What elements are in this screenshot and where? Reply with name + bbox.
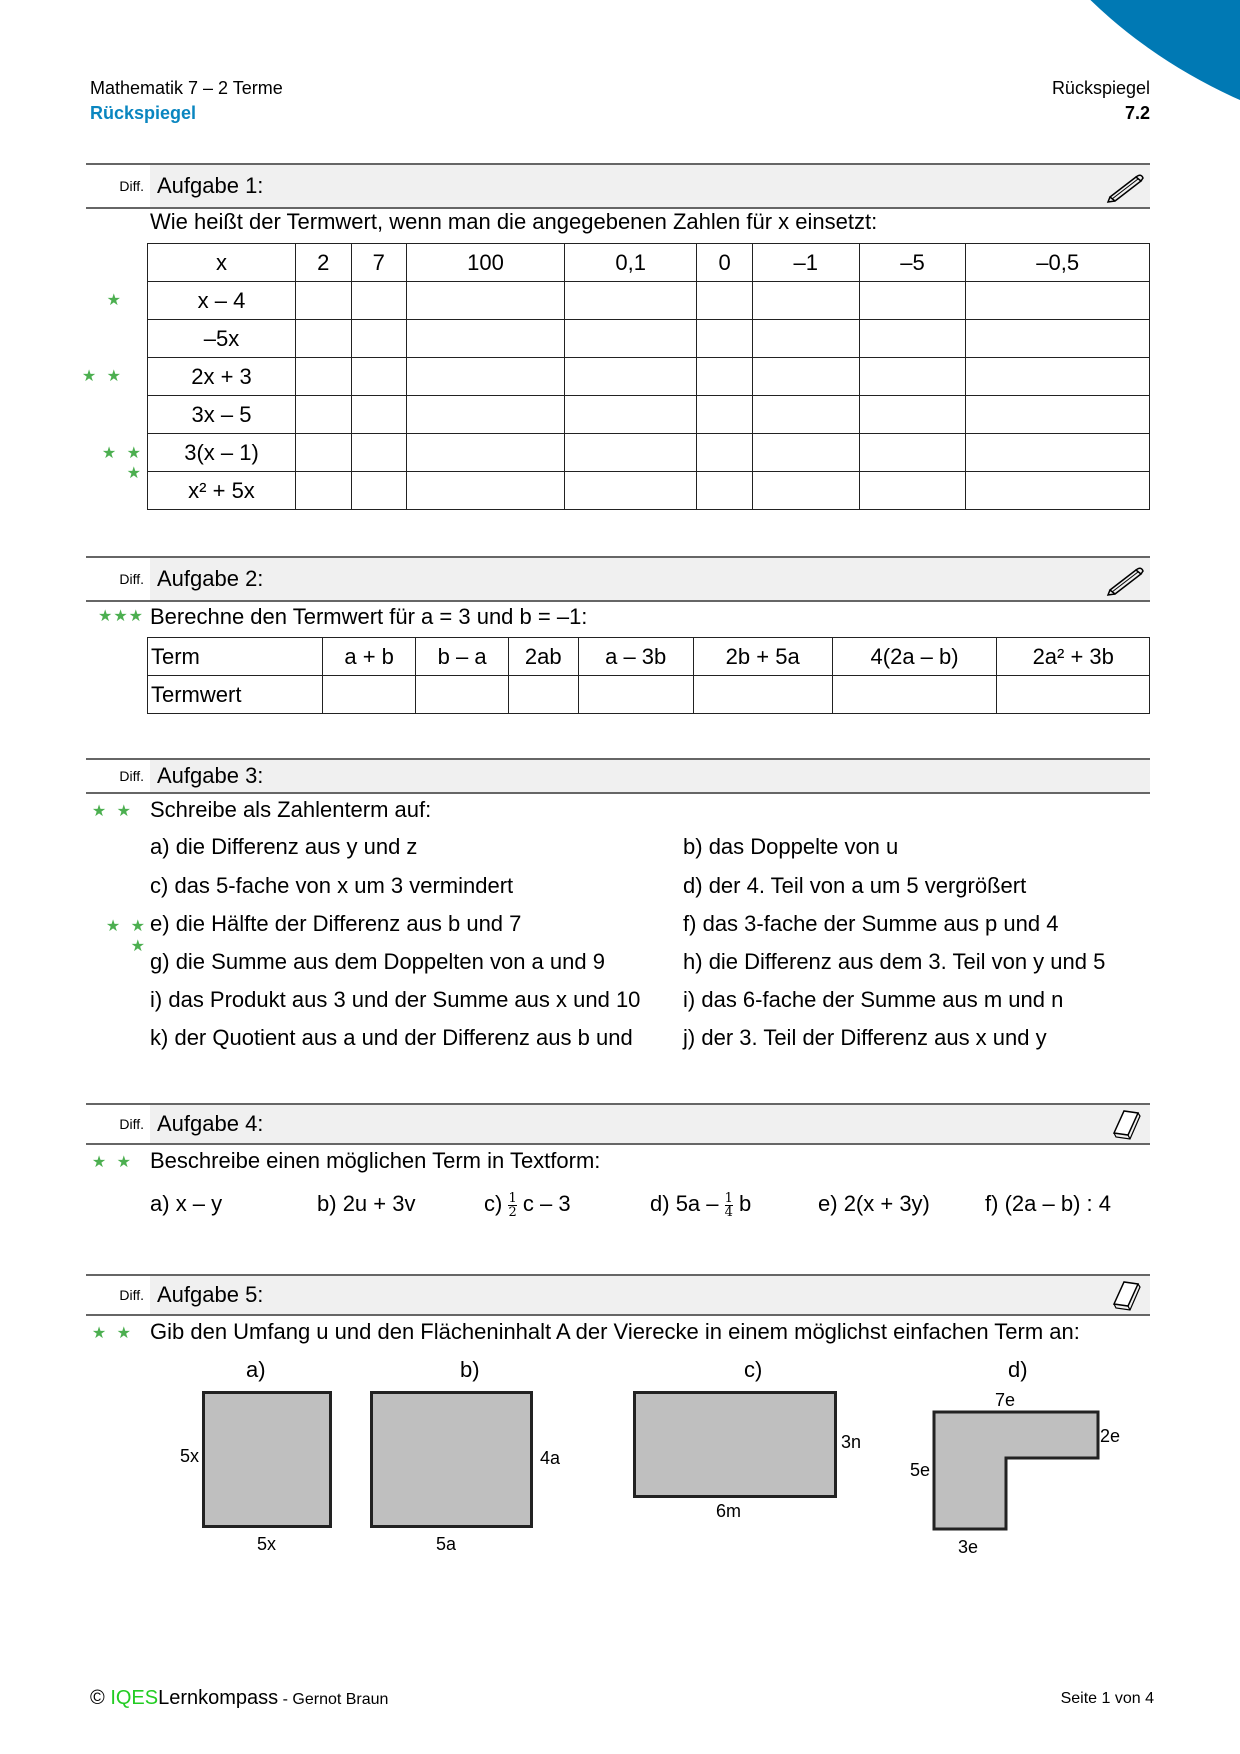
answer-cell[interactable]: [351, 396, 407, 434]
item-text: die Differenz aus dem 3. Teil von y und 5: [708, 949, 1106, 974]
list-item: [683, 1024, 1047, 1052]
answer-cell[interactable]: [407, 282, 565, 320]
header-cell: 2ab: [508, 638, 578, 676]
item-label: c): [484, 1191, 503, 1216]
diff-label: Diff.: [86, 760, 150, 792]
right-title: Rückspiegel: [1051, 78, 1150, 98]
item-label: e): [818, 1191, 838, 1216]
item-text: die Summe aus dem Doppelten von a und 9: [175, 949, 605, 974]
answer-cell[interactable]: [752, 434, 859, 472]
table-header-row: [148, 638, 1150, 676]
table-row: [148, 434, 1150, 472]
answer-cell[interactable]: [296, 472, 352, 510]
answer-cell[interactable]: [966, 358, 1150, 396]
table-row: [148, 676, 1150, 714]
figure-b-label: b): [460, 1357, 480, 1382]
item-label: a): [150, 1191, 170, 1216]
task5-title: Aufgabe 5:: [150, 1276, 1150, 1314]
answer-cell[interactable]: [565, 396, 697, 434]
pencil-icon: [1106, 562, 1146, 596]
answer-cell[interactable]: [966, 472, 1150, 510]
answer-cell[interactable]: [859, 434, 966, 472]
figure-d-label: d): [1008, 1357, 1028, 1382]
figure-c-rectangle: [633, 1391, 837, 1498]
list-item: [683, 948, 1105, 976]
brand-lernkompass: Lernkompass: [158, 1687, 279, 1709]
item-label: e): [150, 911, 170, 936]
term-cell: –5x: [148, 320, 296, 358]
task1-header: [86, 163, 1150, 209]
task4-item-b: [317, 1190, 415, 1218]
answer-cell[interactable]: [752, 358, 859, 396]
task4-title: Aufgabe 4:: [150, 1105, 1150, 1143]
list-item: [683, 872, 1026, 900]
item-label: k): [150, 1025, 169, 1050]
table-header-row: [148, 244, 1150, 282]
task3-header: [86, 758, 1150, 794]
header-decoration: [958, 0, 1240, 150]
list-item: [150, 1024, 633, 1052]
answer-cell[interactable]: [351, 282, 407, 320]
figure-d-top: 7e: [995, 1390, 1016, 1410]
item-text: das 5-fache von x um 3 vermindert: [174, 873, 514, 898]
item-text: c – 3: [522, 1191, 571, 1216]
header-cell: 2: [296, 244, 352, 282]
diff-label: Diff.: [86, 165, 150, 207]
header-cell: Term: [148, 638, 323, 676]
header-cell: x: [148, 244, 296, 282]
header-cell: a + b: [322, 638, 416, 676]
figure-d-lshape: [930, 1408, 1100, 1533]
answer-cell[interactable]: [966, 396, 1150, 434]
item-text: das Doppelte von u: [708, 834, 899, 859]
term-cell: x² + 5x: [148, 472, 296, 510]
book-icon: [1106, 1278, 1146, 1312]
item-label: g): [150, 949, 170, 974]
item-text: das Produkt aus 3 und der Summe aus x und 10: [168, 987, 641, 1012]
table-row: [148, 396, 1150, 434]
task4-item-a: [150, 1190, 222, 1218]
figure-a-square: [202, 1391, 332, 1528]
answer-cell[interactable]: [966, 434, 1150, 472]
book-icon: [1106, 1107, 1146, 1141]
header-cell: b – a: [416, 638, 508, 676]
answer-cell[interactable]: [752, 282, 859, 320]
numerator: 1: [724, 1190, 733, 1206]
task5-stars: ★ ★: [91, 1325, 134, 1342]
item-text: 2(x + 3y): [843, 1191, 930, 1216]
item-prefix: 5a –: [675, 1191, 719, 1216]
answer-cell[interactable]: [407, 320, 565, 358]
table-row: [148, 320, 1150, 358]
item-label: j): [683, 1025, 696, 1050]
header-cell: 2b + 5a: [693, 638, 832, 676]
answer-cell[interactable]: [351, 358, 407, 396]
diff-label: Diff.: [86, 1105, 150, 1143]
page-number: Seite 1 von 4: [1060, 1690, 1154, 1707]
answer-cell[interactable]: [859, 320, 966, 358]
fraction: [508, 1192, 516, 1219]
answer-cell[interactable]: [966, 320, 1150, 358]
item-text: (2a – b) : 4: [1004, 1191, 1111, 1216]
task4-header: [86, 1103, 1150, 1145]
answer-cell[interactable]: [296, 434, 352, 472]
header-cell: –1: [752, 244, 859, 282]
stars-row3: ★ ★: [81, 368, 124, 385]
item-label: d): [650, 1191, 670, 1216]
task3-instruction: Schreibe als Zahlenterm auf:: [150, 797, 432, 822]
item-text: die Hälfte der Differenz aus b und 7: [175, 911, 522, 936]
answer-cell[interactable]: [697, 472, 753, 510]
item-text: die Differenz aus y und z: [175, 834, 418, 859]
answer-cell[interactable]: [296, 282, 352, 320]
table-row: [148, 282, 1150, 320]
task4-instruction: Beschreibe einen möglichen Term in Textform:: [150, 1148, 601, 1173]
author: - Gernot Braun: [278, 1691, 389, 1708]
answer-cell[interactable]: [407, 434, 565, 472]
item-label: f): [985, 1191, 999, 1216]
item-label: i): [150, 987, 163, 1012]
answer-cell[interactable]: [966, 282, 1150, 320]
header-left: [90, 76, 283, 126]
item-label: b): [683, 834, 703, 859]
list-item: [150, 986, 640, 1014]
task4-item-f: [985, 1190, 1111, 1218]
header-cell: 100: [407, 244, 565, 282]
stars-row1: ★: [106, 292, 124, 309]
item-label: h): [683, 949, 703, 974]
answer-cell[interactable]: [407, 472, 565, 510]
answer-cell[interactable]: [832, 676, 997, 714]
header-cell: 4(2a – b): [832, 638, 997, 676]
task2-stars: ★★★: [97, 608, 144, 625]
task1-table: [147, 243, 1150, 510]
answer-cell[interactable]: [565, 472, 697, 510]
figure-c-bottom: 6m: [716, 1501, 742, 1521]
list-item: [683, 986, 1063, 1014]
answer-cell[interactable]: [578, 676, 693, 714]
figure-d-bottom: 3e: [958, 1537, 979, 1557]
list-item: [683, 910, 1058, 938]
task3-stars: ★ ★: [91, 803, 134, 820]
copyright-icon: ©: [90, 1687, 105, 1709]
term-cell: 3x – 5: [148, 396, 296, 434]
header-right: [1052, 76, 1150, 126]
task2-header: [86, 556, 1150, 602]
answer-cell[interactable]: [693, 676, 832, 714]
stars-row5: ★ ★ ★: [101, 445, 144, 482]
item-label: b): [317, 1191, 337, 1216]
answer-cell[interactable]: [859, 396, 966, 434]
fraction: [725, 1192, 733, 1219]
figure-c-label: c): [744, 1357, 763, 1382]
item-label: f): [683, 911, 697, 936]
task1-instruction: Wie heißt der Termwert, wenn man die angegebenen Zahlen für x einsetzt:: [150, 209, 878, 234]
task3-stars-e: ★ ★ ★: [105, 918, 148, 955]
term-cell: 3(x – 1): [148, 434, 296, 472]
task3-title: Aufgabe 3:: [150, 760, 1150, 792]
pencil-icon: [1106, 169, 1146, 203]
answer-cell[interactable]: [407, 358, 565, 396]
subject-title: Mathematik 7 – 2 Terme: [90, 78, 283, 98]
answer-cell[interactable]: [296, 358, 352, 396]
answer-cell[interactable]: [752, 396, 859, 434]
chapter-number: 7.2: [1124, 103, 1150, 123]
item-label: c): [150, 873, 169, 898]
row-label: Termwert: [148, 676, 323, 714]
answer-cell[interactable]: [322, 676, 416, 714]
task2-instruction: Berechne den Termwert für a = 3 und b = –1:: [150, 604, 588, 629]
task2-table: [147, 637, 1150, 714]
item-text: x – y: [175, 1191, 223, 1216]
header-cell: 0,1: [565, 244, 697, 282]
figure-b-rectangle: [370, 1391, 533, 1528]
numerator: 1: [508, 1190, 517, 1206]
term-cell: x – 4: [148, 282, 296, 320]
answer-cell[interactable]: [565, 320, 697, 358]
denominator: 4: [724, 1204, 733, 1220]
figure-b-bottom: 5a: [436, 1534, 457, 1554]
figure-a-bottom: 5x: [257, 1534, 277, 1554]
item-text: der 4. Teil von a um 5 vergrößert: [708, 873, 1027, 898]
answer-cell[interactable]: [565, 434, 697, 472]
answer-cell[interactable]: [697, 434, 753, 472]
header-cell: 7: [351, 244, 407, 282]
answer-cell[interactable]: [407, 396, 565, 434]
footer-copyright: [90, 1687, 388, 1710]
answer-cell[interactable]: [565, 282, 697, 320]
figure-b-side: 4a: [540, 1448, 561, 1468]
answer-cell[interactable]: [508, 676, 578, 714]
item-text: 2u + 3v: [342, 1191, 416, 1216]
diff-label: Diff.: [86, 1276, 150, 1314]
header-cell: –0,5: [966, 244, 1150, 282]
task2-title: Aufgabe 2:: [150, 558, 1150, 600]
figure-a-label: a): [246, 1357, 266, 1382]
figure-c-side: 3n: [841, 1432, 862, 1452]
denominator: 2: [508, 1204, 517, 1220]
answer-cell[interactable]: [565, 358, 697, 396]
answer-cell[interactable]: [351, 320, 407, 358]
task4-item-d: [650, 1190, 751, 1219]
item-text: das 6-fache der Summe aus m und n: [701, 987, 1064, 1012]
answer-cell[interactable]: [859, 472, 966, 510]
list-item: [683, 833, 898, 861]
figure-a-side: 5x: [180, 1446, 200, 1466]
task1-title: Aufgabe 1:: [150, 165, 1150, 207]
section-title: Rückspiegel: [90, 103, 197, 123]
diff-label: Diff.: [86, 558, 150, 600]
answer-cell[interactable]: [697, 396, 753, 434]
answer-cell[interactable]: [697, 282, 753, 320]
item-label: d): [683, 873, 703, 898]
answer-cell[interactable]: [296, 396, 352, 434]
answer-cell[interactable]: [752, 320, 859, 358]
brand-iqes: IQES: [110, 1687, 159, 1709]
answer-cell[interactable]: [351, 472, 407, 510]
item-label: a): [150, 834, 170, 859]
answer-cell[interactable]: [697, 358, 753, 396]
list-item: [150, 872, 513, 900]
item-text: der 3. Teil der Differenz aus x und y: [701, 1025, 1047, 1050]
answer-cell[interactable]: [859, 282, 966, 320]
list-item: [150, 948, 605, 976]
header-cell: 2a² + 3b: [997, 638, 1150, 676]
item-label: i): [683, 987, 696, 1012]
item-text: der Quotient aus a und der Differenz aus b und: [174, 1025, 633, 1050]
task4-stars: ★ ★: [91, 1154, 134, 1171]
figure-d-right: 2e: [1100, 1426, 1121, 1446]
answer-cell[interactable]: [296, 320, 352, 358]
list-item: [150, 833, 417, 861]
answer-cell[interactable]: [752, 472, 859, 510]
list-item: [150, 910, 521, 938]
figure-d-left: 5e: [910, 1460, 931, 1480]
term-cell: 2x + 3: [148, 358, 296, 396]
task5-instruction: Gib den Umfang u und den Flächeninhalt A der Vierecke in einem möglichst einfachen Term an:: [150, 1319, 1080, 1344]
answer-cell[interactable]: [351, 434, 407, 472]
item-text: b: [739, 1191, 752, 1216]
item-text: das 3-fache der Summe aus p und 4: [702, 911, 1059, 936]
task4-item-c: [484, 1190, 571, 1219]
table-row: [148, 358, 1150, 396]
header-cell: 0: [697, 244, 753, 282]
answer-cell[interactable]: [416, 676, 508, 714]
answer-cell[interactable]: [859, 358, 966, 396]
header-cell: –5: [859, 244, 966, 282]
table-row: [148, 472, 1150, 510]
task4-item-e: [818, 1190, 930, 1218]
task5-header: [86, 1274, 1150, 1316]
answer-cell[interactable]: [997, 676, 1150, 714]
header-cell: a – 3b: [578, 638, 693, 676]
answer-cell[interactable]: [697, 320, 753, 358]
